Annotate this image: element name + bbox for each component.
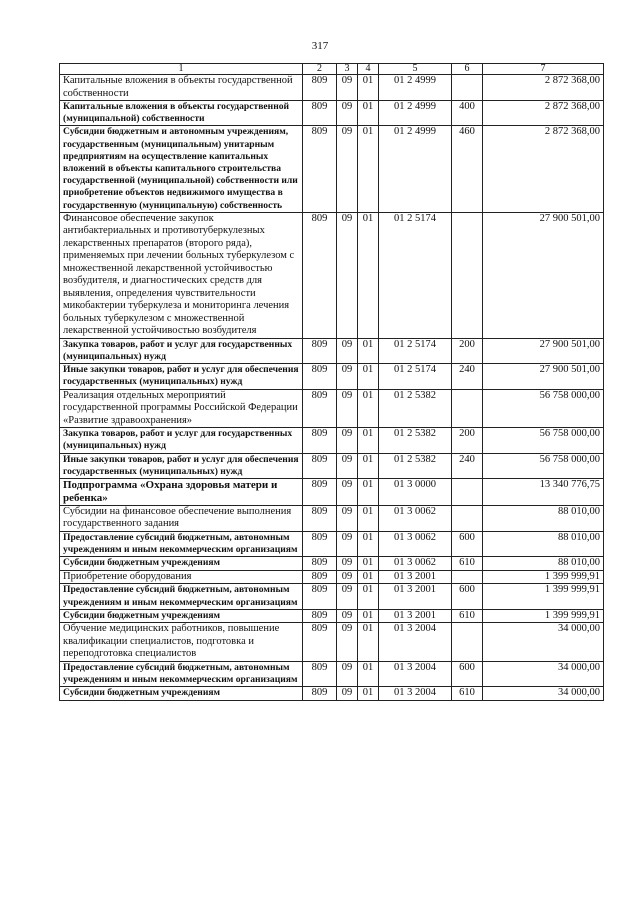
subsection-code: 01 <box>358 478 379 505</box>
subsection-code: 01 <box>358 531 379 556</box>
expense-type-code: 610 <box>452 687 483 701</box>
amount: 13 340 776,75 <box>483 478 604 505</box>
section-code: 09 <box>337 364 358 389</box>
expense-type-code <box>452 389 483 428</box>
amount: 88 010,00 <box>483 557 604 571</box>
row-name: Предоставление субсидий бюджетным, автономным учреждениям и иным некоммерческим организациям <box>60 531 303 556</box>
table-row <box>60 609 604 623</box>
target-article-code: 01 2 5382 <box>379 428 452 453</box>
table-row <box>60 364 604 389</box>
amount: 34 000,00 <box>483 623 604 662</box>
target-article-code: 01 2 5174 <box>379 212 452 338</box>
row-name: Закупка товаров, работ и услуг для государственных (муниципальных) нужд <box>60 338 303 363</box>
admin-code: 809 <box>303 687 337 701</box>
admin-code: 809 <box>303 101 337 126</box>
amount: 1 399 999,91 <box>483 584 604 609</box>
amount: 2 872 368,00 <box>483 101 604 126</box>
amount: 1 399 999,91 <box>483 570 604 584</box>
row-name: Обучение медицинских работников, повышение квалификации специалистов, подготовка и переподготовка специалистов <box>60 623 303 662</box>
expense-type-code: 400 <box>452 101 483 126</box>
table-row <box>60 623 604 662</box>
amount: 27 900 501,00 <box>483 338 604 363</box>
target-article-code: 01 3 2004 <box>379 623 452 662</box>
subsection-code: 01 <box>358 609 379 623</box>
subsection-code: 01 <box>358 623 379 662</box>
table-row <box>60 338 604 363</box>
row-name: Субсидии бюджетным и автономным учреждениям, государственным (муниципальным) унитарным предприятиям на осуществление капитальных вложений в объекты капитального строительства государственной (муниципальной) собственности или приобретение объектов недвижимого имущества в государственную (муниципальную) собственность <box>60 126 303 212</box>
target-article-code: 01 3 2004 <box>379 687 452 701</box>
target-article-code: 01 3 2001 <box>379 584 452 609</box>
admin-code: 809 <box>303 609 337 623</box>
target-article-code: 01 2 5174 <box>379 338 452 363</box>
expense-type-code <box>452 478 483 505</box>
table-row <box>60 687 604 701</box>
amount: 1 399 999,91 <box>483 609 604 623</box>
target-article-code: 01 3 2001 <box>379 570 452 584</box>
target-article-code: 01 3 0062 <box>379 505 452 531</box>
expense-type-code: 610 <box>452 557 483 571</box>
expense-type-code: 460 <box>452 126 483 212</box>
section-code: 09 <box>337 687 358 701</box>
amount: 56 758 000,00 <box>483 389 604 428</box>
admin-code: 809 <box>303 505 337 531</box>
admin-code: 809 <box>303 338 337 363</box>
row-name: Субсидии бюджетным учреждениям <box>60 557 303 571</box>
admin-code: 809 <box>303 661 337 686</box>
section-code: 09 <box>337 505 358 531</box>
amount: 34 000,00 <box>483 661 604 686</box>
admin-code: 809 <box>303 478 337 505</box>
section-code: 09 <box>337 126 358 212</box>
expense-type-code <box>452 212 483 338</box>
section-code: 09 <box>337 661 358 686</box>
table-row <box>60 478 604 505</box>
table-row <box>60 389 604 428</box>
row-name: Предоставление субсидий бюджетным, автономным учреждениям и иным некоммерческим организациям <box>60 584 303 609</box>
row-name: Субсидии бюджетным учреждениям <box>60 687 303 701</box>
section-code: 09 <box>337 531 358 556</box>
section-code: 09 <box>337 623 358 662</box>
row-name: Финансовое обеспечение закупок антибактериальных и противотуберкулезных лекарственных препаратов (второго ряда), применяемых при лечении больных туберкулезом с множественной лекарственной устойчивостью возбудителя, и диагностических средств для выявления, определения чувствительности микобактерии туберкулеза и мониторинга лечения больных туберкулезом с множественной лекарственной устойчивостью возбудителя <box>60 212 303 338</box>
table-row <box>60 126 604 212</box>
subsection-code: 01 <box>358 428 379 453</box>
column-header: 5 <box>379 64 452 75</box>
table-row <box>60 453 604 478</box>
admin-code: 809 <box>303 389 337 428</box>
page-number: 317 <box>311 40 329 52</box>
subsection-code: 01 <box>358 584 379 609</box>
subsection-code: 01 <box>358 687 379 701</box>
subsection-code: 01 <box>358 75 379 101</box>
target-article-code: 01 3 0000 <box>379 478 452 505</box>
expense-type-code: 600 <box>452 584 483 609</box>
column-header: 1 <box>60 64 303 75</box>
row-name: Реализация отдельных мероприятий государственной программы Российской Федерации «Развитие здравоохранения» <box>60 389 303 428</box>
section-code: 09 <box>337 557 358 571</box>
target-article-code: 01 2 4999 <box>379 75 452 101</box>
row-name: Подпрограмма «Охрана здоровья матери и ребенка» <box>60 478 303 505</box>
section-code: 09 <box>337 338 358 363</box>
target-article-code: 01 3 2001 <box>379 609 452 623</box>
target-article-code: 01 2 5382 <box>379 453 452 478</box>
table-row <box>60 505 604 531</box>
expense-type-code <box>452 505 483 531</box>
section-code: 09 <box>337 570 358 584</box>
subsection-code: 01 <box>358 338 379 363</box>
subsection-code: 01 <box>358 453 379 478</box>
row-name: Предоставление субсидий бюджетным, автономным учреждениям и иным некоммерческим организациям <box>60 661 303 686</box>
section-code: 09 <box>337 428 358 453</box>
column-header: 3 <box>337 64 358 75</box>
column-header: 4 <box>358 64 379 75</box>
amount: 2 872 368,00 <box>483 75 604 101</box>
column-header: 2 <box>303 64 337 75</box>
table-row <box>60 570 604 584</box>
target-article-code: 01 2 5174 <box>379 364 452 389</box>
admin-code: 809 <box>303 623 337 662</box>
target-article-code: 01 2 5382 <box>379 389 452 428</box>
row-name: Закупка товаров, работ и услуг для государственных (муниципальных) нужд <box>60 428 303 453</box>
admin-code: 809 <box>303 126 337 212</box>
admin-code: 809 <box>303 557 337 571</box>
row-name: Капитальные вложения в объекты государственной собственности <box>60 75 303 101</box>
subsection-code: 01 <box>358 557 379 571</box>
section-code: 09 <box>337 101 358 126</box>
table-row <box>60 661 604 686</box>
amount: 56 758 000,00 <box>483 428 604 453</box>
admin-code: 809 <box>303 453 337 478</box>
expense-type-code: 200 <box>452 428 483 453</box>
column-number-row <box>60 64 604 75</box>
expense-type-code: 600 <box>452 531 483 556</box>
expense-type-code <box>452 75 483 101</box>
admin-code: 809 <box>303 531 337 556</box>
expense-type-code: 600 <box>452 661 483 686</box>
expense-type-code <box>452 623 483 662</box>
subsection-code: 01 <box>358 126 379 212</box>
row-name: Субсидии бюджетным учреждениям <box>60 609 303 623</box>
expense-type-code: 610 <box>452 609 483 623</box>
expense-type-code: 240 <box>452 453 483 478</box>
expense-type-code: 240 <box>452 364 483 389</box>
target-article-code: 01 3 0062 <box>379 557 452 571</box>
row-name: Капитальные вложения в объекты государственной (муниципальной) собственности <box>60 101 303 126</box>
section-code: 09 <box>337 584 358 609</box>
amount: 88 010,00 <box>483 505 604 531</box>
expense-type-code <box>452 570 483 584</box>
row-name: Субсидии на финансовое обеспечение выполнения государственного задания <box>60 505 303 531</box>
admin-code: 809 <box>303 584 337 609</box>
expense-type-code: 200 <box>452 338 483 363</box>
amount: 27 900 501,00 <box>483 212 604 338</box>
admin-code: 809 <box>303 75 337 101</box>
amount: 2 872 368,00 <box>483 126 604 212</box>
section-code: 09 <box>337 75 358 101</box>
column-header: 7 <box>483 64 604 75</box>
amount: 27 900 501,00 <box>483 364 604 389</box>
admin-code: 809 <box>303 428 337 453</box>
subsection-code: 01 <box>358 505 379 531</box>
admin-code: 809 <box>303 364 337 389</box>
target-article-code: 01 3 2004 <box>379 661 452 686</box>
section-code: 09 <box>337 389 358 428</box>
target-article-code: 01 2 4999 <box>379 101 452 126</box>
subsection-code: 01 <box>358 364 379 389</box>
subsection-code: 01 <box>358 212 379 338</box>
table-row <box>60 428 604 453</box>
subsection-code: 01 <box>358 661 379 686</box>
amount: 56 758 000,00 <box>483 453 604 478</box>
table-row <box>60 531 604 556</box>
table-row <box>60 212 604 338</box>
subsection-code: 01 <box>358 101 379 126</box>
table-row <box>60 101 604 126</box>
amount: 34 000,00 <box>483 687 604 701</box>
subsection-code: 01 <box>358 570 379 584</box>
table-row <box>60 75 604 101</box>
budget-table <box>59 63 604 701</box>
table-row <box>60 584 604 609</box>
target-article-code: 01 3 0062 <box>379 531 452 556</box>
column-header: 6 <box>452 64 483 75</box>
row-name: Приобретение оборудования <box>60 570 303 584</box>
section-code: 09 <box>337 609 358 623</box>
section-code: 09 <box>337 478 358 505</box>
table-body <box>60 75 604 701</box>
amount: 88 010,00 <box>483 531 604 556</box>
target-article-code: 01 2 4999 <box>379 126 452 212</box>
admin-code: 809 <box>303 570 337 584</box>
admin-code: 809 <box>303 212 337 338</box>
row-name: Иные закупки товаров, работ и услуг для обеспечения государственных (муниципальных) нужд <box>60 364 303 389</box>
row-name: Иные закупки товаров, работ и услуг для обеспечения государственных (муниципальных) нужд <box>60 453 303 478</box>
table-row <box>60 557 604 571</box>
section-code: 09 <box>337 453 358 478</box>
subsection-code: 01 <box>358 389 379 428</box>
section-code: 09 <box>337 212 358 338</box>
